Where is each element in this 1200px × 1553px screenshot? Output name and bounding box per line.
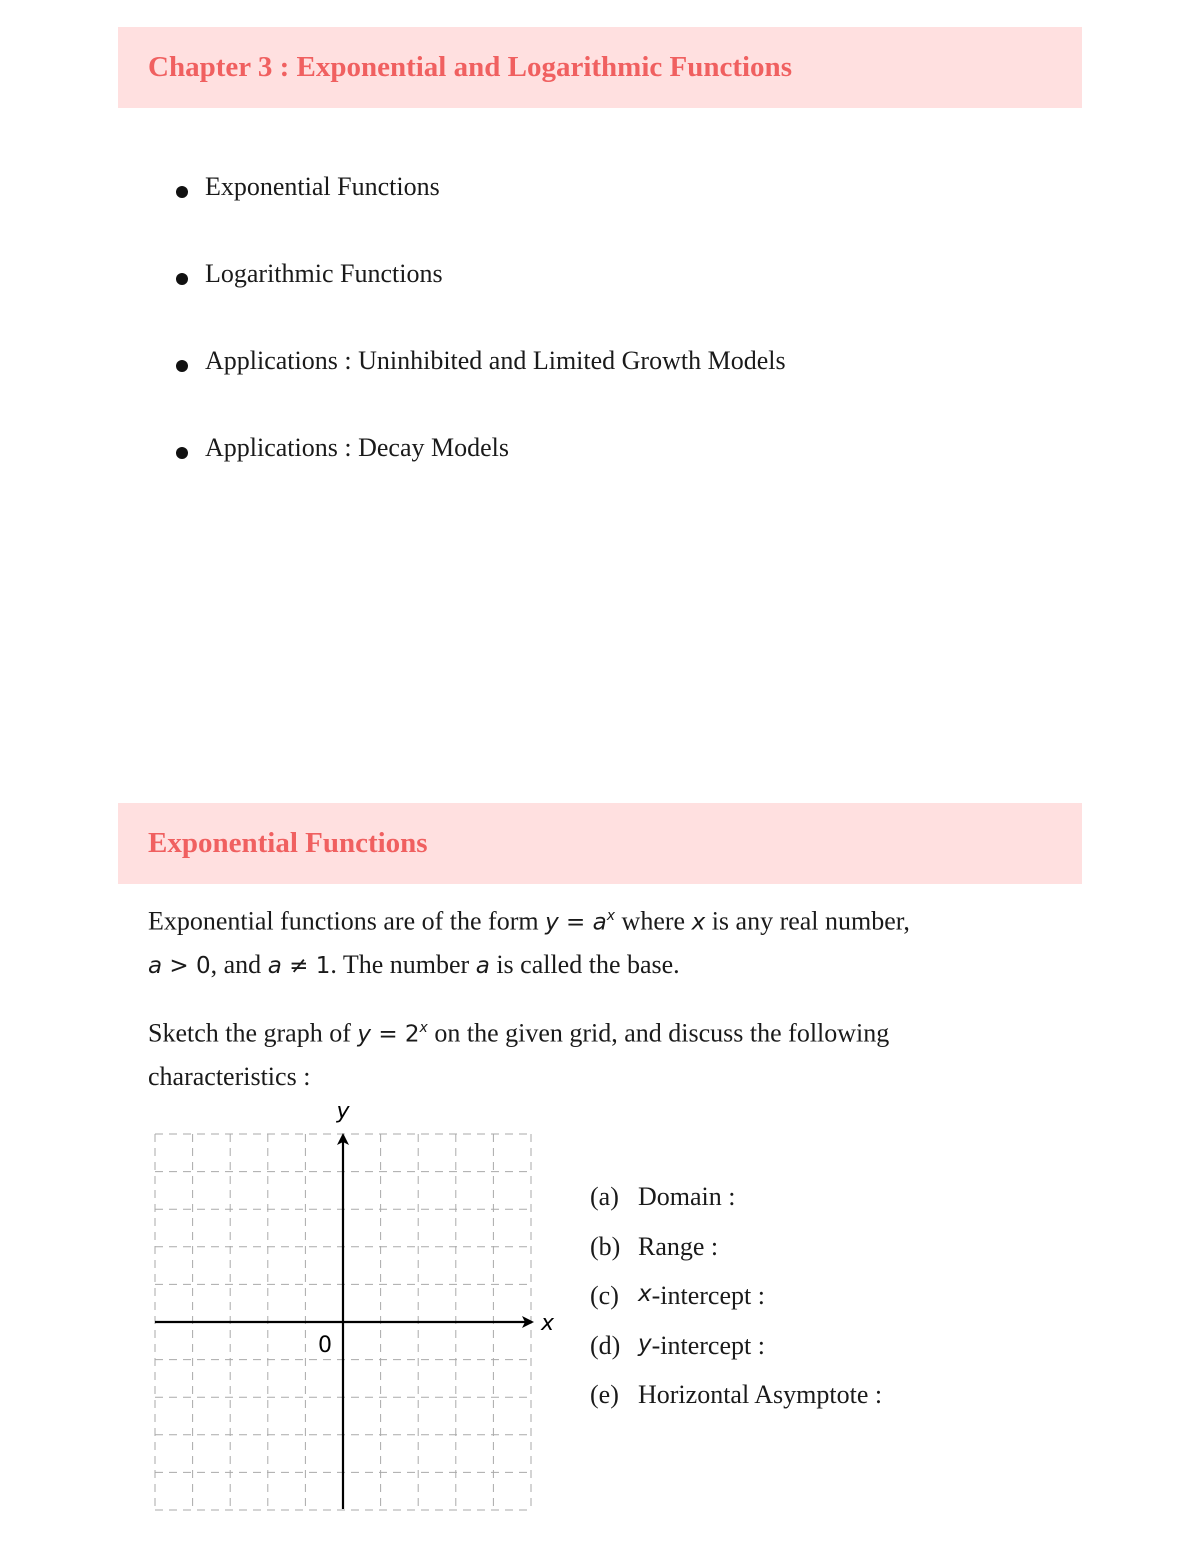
list-item <box>590 1281 882 1331</box>
task-text: characteristics : <box>148 1061 311 1091</box>
item-text: -intercept : <box>651 1281 765 1310</box>
item-letter: (c) <box>590 1281 619 1310</box>
item-letter: (a) <box>590 1182 619 1211</box>
coordinate-grid[interactable] <box>140 1095 570 1520</box>
item-letter: (e) <box>590 1380 619 1409</box>
chapter-outline <box>176 172 786 520</box>
equals-sign: = <box>558 909 593 936</box>
definition-text: is called the base. <box>489 949 680 979</box>
chapter-header <box>118 27 1082 108</box>
chapter-title: Chapter 3 : Exponential and Logarithmic Functions <box>148 51 792 83</box>
exponent-x: x <box>419 1020 428 1036</box>
origin-label: 0 <box>318 1333 332 1358</box>
list-item <box>176 346 786 433</box>
var-a: a <box>148 952 163 979</box>
var-x: x <box>691 909 706 936</box>
exponent-x: x <box>606 908 616 924</box>
var-y: y <box>357 1021 372 1048</box>
item-letter: (b) <box>590 1231 621 1261</box>
definition-text: is any real number, <box>705 906 910 936</box>
section-header <box>118 803 1082 884</box>
var-a: a <box>592 909 607 936</box>
item-text: Horizontal Asymptote : <box>638 1380 883 1409</box>
y-axis-label: y <box>336 1099 350 1124</box>
definition-text: Exponential functions are of the form <box>148 906 546 936</box>
outline-item-label: Exponential Functions <box>205 172 440 201</box>
var-x: x <box>638 1281 652 1307</box>
item-letter: (d) <box>590 1330 621 1360</box>
item-text: Range : <box>638 1231 719 1261</box>
bullet-icon <box>176 360 188 372</box>
definition-text: where <box>615 906 692 936</box>
definition-text: . The number <box>330 949 476 979</box>
outline-item-label: Applications : Uninhibited and Limited Growth Models <box>205 346 786 375</box>
bullet-icon <box>176 273 188 285</box>
bullet-icon <box>176 186 188 198</box>
section-title: Exponential Functions <box>148 827 428 859</box>
var-a: a <box>267 952 282 979</box>
item-text: -intercept : <box>651 1330 765 1360</box>
list-item <box>590 1182 882 1232</box>
definition-paragraph <box>148 896 910 987</box>
list-item <box>590 1331 882 1381</box>
outline-item-label: Applications : Decay Models <box>205 433 509 462</box>
item-text: Domain : <box>638 1182 736 1211</box>
outline-item-label: Logarithmic Functions <box>205 259 443 288</box>
list-item <box>590 1232 882 1282</box>
bullet-icon <box>176 447 188 459</box>
list-item <box>176 433 786 520</box>
task-paragraph <box>148 1008 889 1097</box>
list-item <box>590 1380 882 1430</box>
x-axis-label: x <box>541 1311 555 1336</box>
task-text: on the given grid, and discuss the following <box>427 1018 890 1048</box>
condition-not-one: ≠ 1 <box>281 952 331 979</box>
var-a: a <box>475 952 490 979</box>
list-item <box>176 259 786 346</box>
var-y: y <box>638 1330 652 1357</box>
condition-positive: > 0 <box>162 952 211 979</box>
definition-text: , and <box>210 949 268 979</box>
list-item <box>176 172 786 259</box>
equation-base: = 2 <box>371 1021 420 1048</box>
var-y: y <box>545 909 559 936</box>
characteristics-list <box>590 1182 882 1430</box>
task-text: Sketch the graph of <box>148 1018 358 1048</box>
